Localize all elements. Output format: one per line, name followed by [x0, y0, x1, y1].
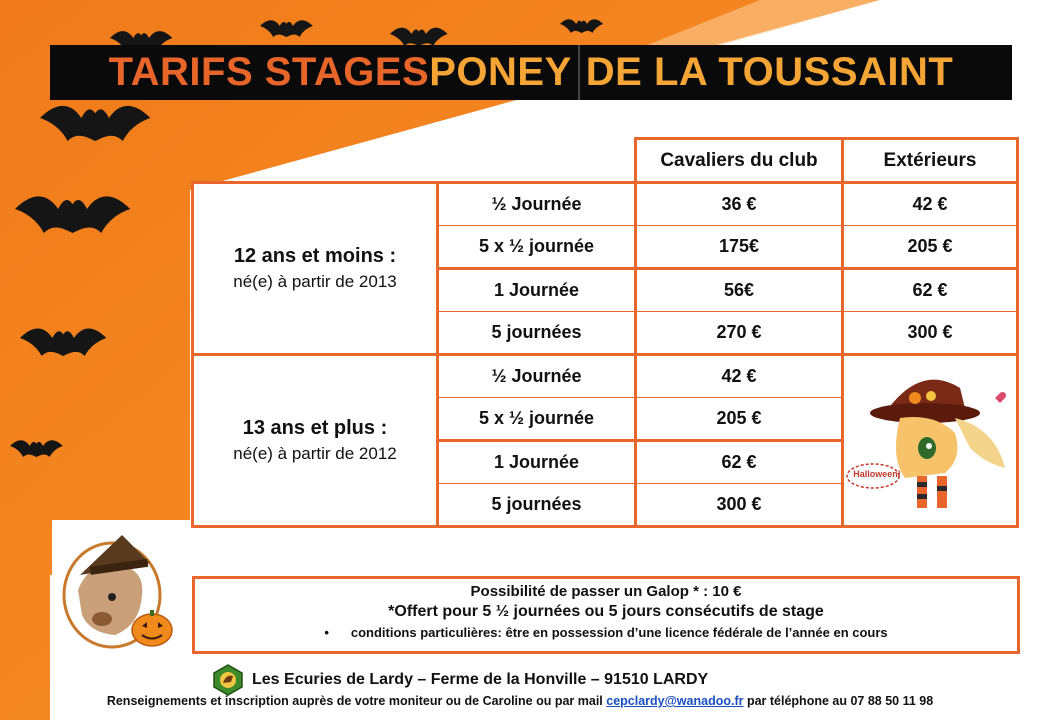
bullet: • [324, 625, 329, 640]
notes-box [192, 576, 1020, 654]
table-row [193, 355, 1018, 398]
title-toussaint: DE LA TOUSSAINT [585, 50, 954, 94]
table-header-row [193, 139, 1018, 183]
title-poney: PONEY [429, 50, 572, 94]
pony-image-cell [843, 355, 1018, 527]
age-group-birth: né(e) à partir de 2012 [233, 444, 397, 463]
contact-text: Renseignements et inscription auprès de votre moniteur ou de Caroline ou par mail [106, 694, 607, 708]
address-text: Les Ecuries de Lardy – Ferme de la Honville – 91510 LARDY [252, 671, 709, 688]
price-ext-cell: 205 € [843, 226, 1018, 269]
price-club-cell: 175€ [636, 226, 843, 269]
formula-cell: ½ Journée [438, 355, 636, 398]
conditions-text: conditions particulières: être en possession d’une licence fédérale de l’année en cours [350, 625, 888, 640]
email-link[interactable]: cepclardy@wanadoo.fr [606, 694, 744, 708]
footer-address [212, 663, 1032, 697]
price-ext-cell: 300 € [843, 312, 1018, 355]
pricing-table [191, 137, 1019, 528]
conditions-note [195, 625, 1017, 640]
galop-offer-note: *Offert pour 5 ½ journées ou 5 jours consécutifs de stage [388, 603, 824, 620]
table-row [193, 183, 1018, 226]
header-exterieurs: Extérieurs [843, 139, 1018, 183]
age-group-cell [193, 183, 438, 355]
price-club-cell: 36 € [636, 183, 843, 226]
price-club-cell: 62 € [636, 441, 843, 484]
footer-contact [0, 694, 1040, 708]
phone-text: par téléphone au 07 88 50 11 98 [743, 694, 934, 708]
price-club-cell: 205 € [636, 398, 843, 441]
pony-halloween-icon [845, 358, 1015, 518]
price-club-cell: 270 € [636, 312, 843, 355]
formula-cell: 5 journées [438, 312, 636, 355]
price-club-cell: 300 € [636, 484, 843, 527]
formula-cell: ½ Journée [438, 183, 636, 226]
halloween-badge: Halloween! [853, 469, 901, 479]
title-tarifs-stages: TARIFS STAGES [108, 50, 430, 94]
formula-cell: 1 Journée [438, 441, 636, 484]
club-logo-icon [212, 664, 244, 696]
formula-cell: 5 x ½ journée [438, 398, 636, 441]
age-group-label: 13 ans et plus : [242, 417, 388, 439]
formula-cell: 5 journées [438, 484, 636, 527]
price-ext-cell: 62 € [843, 269, 1018, 312]
page-title [50, 45, 1012, 100]
price-ext-cell: 42 € [843, 183, 1018, 226]
age-group-birth: né(e) à partir de 2013 [233, 272, 397, 291]
formula-cell: 5 x ½ journée [438, 226, 636, 269]
galop-note: Possibilité de passer un Galop * : 10 € [470, 583, 742, 600]
age-group-cell [193, 355, 438, 527]
formula-cell: 1 Journée [438, 269, 636, 312]
price-club-cell: 56€ [636, 269, 843, 312]
header-club: Cavaliers du club [636, 139, 843, 183]
price-club-cell: 42 € [636, 355, 843, 398]
age-group-label: 12 ans et moins : [233, 245, 397, 267]
title-divider [578, 45, 580, 100]
